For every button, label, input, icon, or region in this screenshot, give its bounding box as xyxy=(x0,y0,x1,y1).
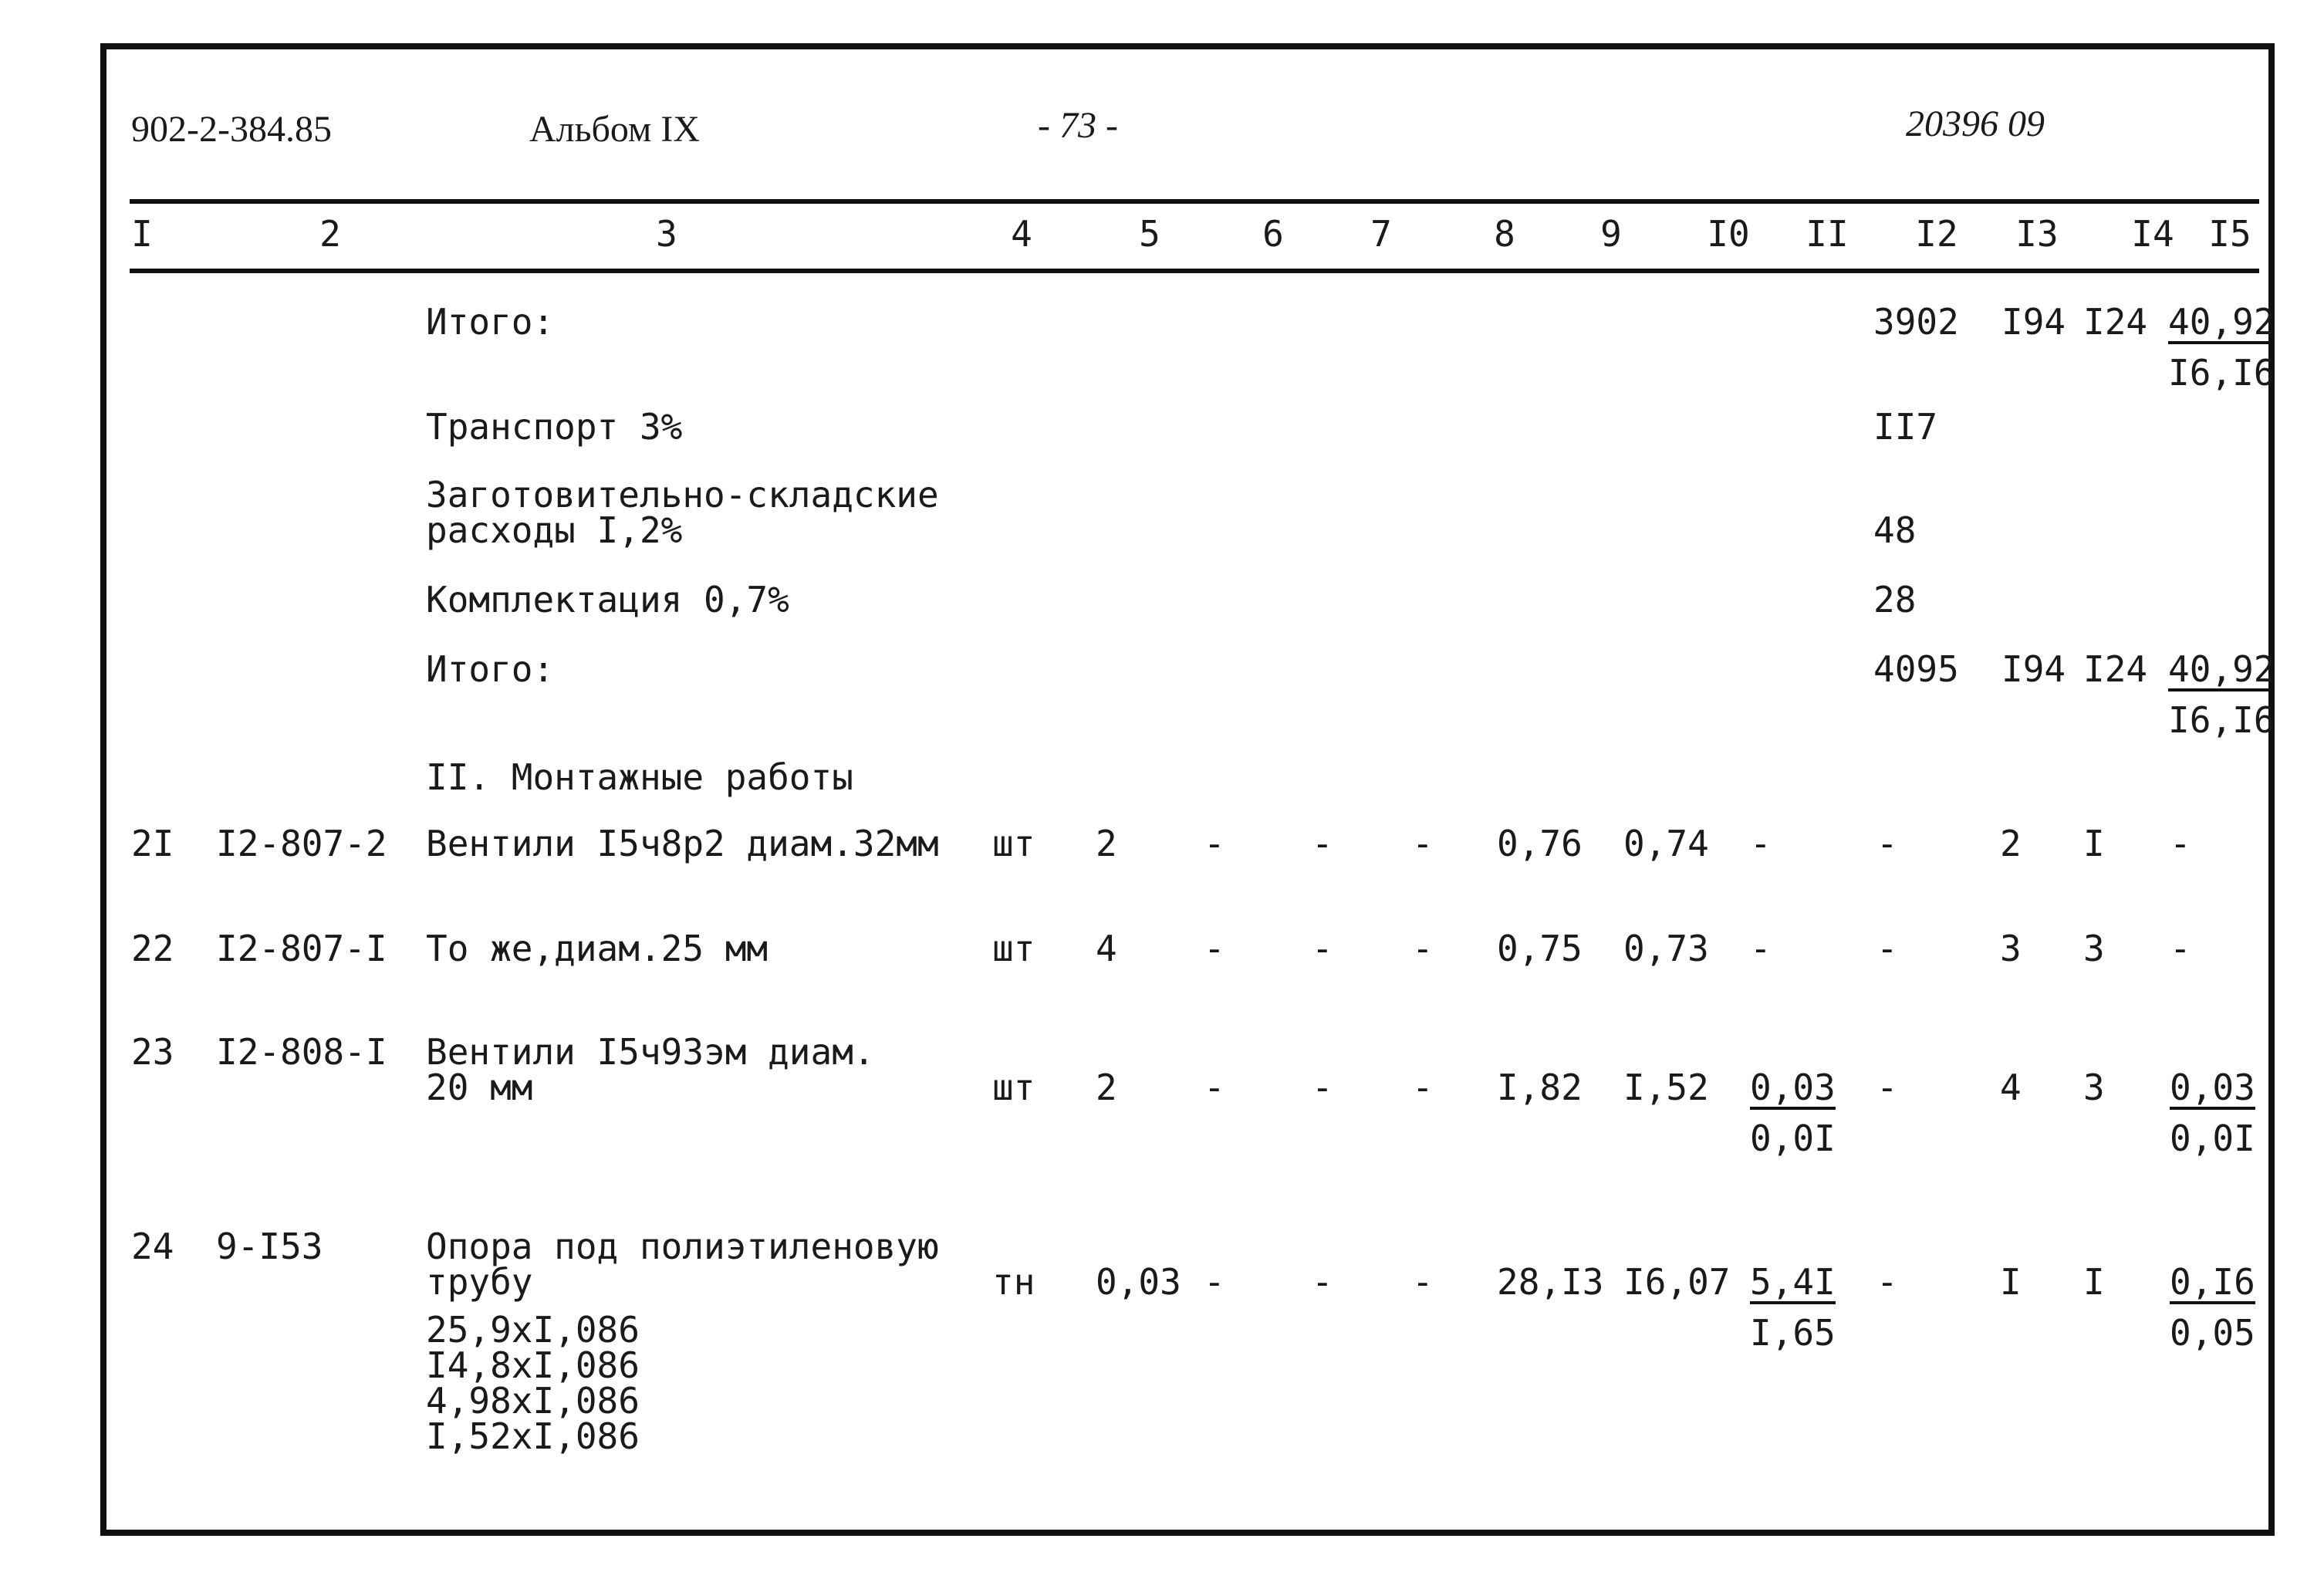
row-c13: 3 xyxy=(2083,928,2105,969)
row-c7b: - xyxy=(1412,1067,1434,1108)
col-num: I0 xyxy=(1707,213,1750,255)
row-number: 23 xyxy=(131,1031,174,1073)
itogo2-c13: I94 xyxy=(2001,648,2066,690)
row-c14-bottom: 0,05 xyxy=(2170,1312,2255,1354)
row-c13: I xyxy=(2083,823,2105,864)
transport-label: Транспорт 3% xyxy=(426,406,683,448)
row-c6: - xyxy=(1204,1261,1225,1303)
row-name-line2: 20 мм xyxy=(426,1067,533,1108)
row-c14-top: 0,I6 xyxy=(2170,1261,2255,1303)
calc-line: 4,98xI,086 xyxy=(426,1380,640,1422)
row-unit: шт xyxy=(992,1067,1035,1108)
row-unit: тн xyxy=(992,1261,1035,1303)
row-c9: 0,74 xyxy=(1623,823,1709,864)
row-c10-bottom: I,65 xyxy=(1750,1312,1836,1354)
row-c6: - xyxy=(1204,1067,1225,1108)
row-c5: 2 xyxy=(1096,1067,1117,1108)
header-rule-bottom xyxy=(130,269,2259,273)
col-num: 6 xyxy=(1262,213,1284,255)
col-num: 7 xyxy=(1370,213,1392,255)
row-c12: 3 xyxy=(2000,928,2022,969)
col-num: 5 xyxy=(1139,213,1160,255)
row-c6: - xyxy=(1204,823,1225,864)
row-calc xyxy=(426,1309,640,1457)
calc-line: 25,9xI,086 xyxy=(426,1309,640,1351)
row-c6: - xyxy=(1204,928,1225,969)
header-rule-top xyxy=(130,199,2259,204)
row-c7: - xyxy=(1312,1261,1333,1303)
itogo-c14: I24 xyxy=(2083,301,2148,343)
col-num: I xyxy=(131,213,153,255)
zagot-label-line2: расходы I,2% xyxy=(426,509,683,551)
row-c10-top: 5,4I xyxy=(1750,1261,1836,1303)
row-c8: 0,75 xyxy=(1497,928,1583,969)
row-c14-bottom: 0,0I xyxy=(2170,1118,2255,1159)
row-c12: 2 xyxy=(2000,823,2022,864)
itogo-label: Итого: xyxy=(426,301,555,343)
row-c8: 0,76 xyxy=(1497,823,1583,864)
row-c9: I6,07 xyxy=(1623,1261,1731,1303)
row-c13: I xyxy=(2083,1261,2105,1303)
row-c7: - xyxy=(1312,823,1333,864)
col-num: 8 xyxy=(1494,213,1515,255)
calc-line: I4,8xI,086 xyxy=(426,1344,640,1386)
itogo2-c12: 4095 xyxy=(1873,648,1959,690)
row-c7b: - xyxy=(1412,823,1434,864)
row-c14-top: 0,03 xyxy=(2170,1067,2255,1108)
row-c12: 4 xyxy=(2000,1067,2022,1108)
row-c12: I xyxy=(2000,1261,2022,1303)
row-c5: 0,03 xyxy=(1096,1261,1181,1303)
col-num: I5 xyxy=(2208,213,2251,255)
section-title: II. Монтажные работы xyxy=(426,756,853,798)
col-num: I2 xyxy=(1915,213,1958,255)
row-c8: I,82 xyxy=(1497,1067,1583,1108)
row-c7b: - xyxy=(1412,928,1434,969)
row-c10: - xyxy=(1750,823,1772,864)
row-c10: - xyxy=(1750,928,1772,969)
row-c7b: - xyxy=(1412,1261,1434,1303)
itogo-c15-bottom: I6,I6 xyxy=(2168,352,2275,394)
komplekt-label: Комплектация 0,7% xyxy=(426,579,789,620)
row-code: I2-807-2 xyxy=(216,823,387,864)
row-name: Вентили I5ч8р2 диам.32мм xyxy=(426,823,939,864)
row-c14: - xyxy=(2170,928,2191,969)
row-c7: - xyxy=(1312,928,1333,969)
doc-code: 902-2-384.85 xyxy=(131,109,332,150)
komplekt-c12: 28 xyxy=(1873,579,1917,620)
col-num: 2 xyxy=(319,213,341,255)
col-num: 4 xyxy=(1011,213,1032,255)
row-number: 22 xyxy=(131,928,174,969)
calc-line: I,52xI,086 xyxy=(426,1415,640,1457)
row-c8: 28,I3 xyxy=(1497,1261,1604,1303)
col-num: II xyxy=(1805,213,1849,255)
row-unit: шт xyxy=(992,928,1035,969)
zagot-label-line1: Заготовительно-складские xyxy=(426,474,939,516)
col-num: I4 xyxy=(2131,213,2174,255)
doc-number: 20396 09 xyxy=(1906,103,2045,144)
row-name-line1: Вентили I5ч93эм диам. xyxy=(426,1031,875,1073)
col-num: 9 xyxy=(1600,213,1622,255)
col-num: 3 xyxy=(656,213,677,255)
row-c11: - xyxy=(1876,928,1898,969)
itogo2-c15-bottom: I6,I6 xyxy=(2168,699,2275,741)
page-number: - 73 - xyxy=(1038,105,1118,146)
itogo2-c14: I24 xyxy=(2083,648,2148,690)
row-code: 9-I53 xyxy=(216,1226,323,1267)
row-c11: - xyxy=(1876,1261,1898,1303)
transport-c12: II7 xyxy=(1873,406,1938,448)
itogo2-label: Итого: xyxy=(426,648,555,690)
row-c14: - xyxy=(2170,823,2191,864)
itogo2-c15-top: 40,92 xyxy=(2168,648,2275,690)
row-c11: - xyxy=(1876,1067,1898,1108)
row-c5: 2 xyxy=(1096,823,1117,864)
row-code: I2-807-I xyxy=(216,928,387,969)
row-name-line1: Опора под полиэтиленовую xyxy=(426,1226,939,1267)
row-c7: - xyxy=(1312,1067,1333,1108)
row-code: I2-808-I xyxy=(216,1031,387,1073)
row-c10-top: 0,03 xyxy=(1750,1067,1836,1108)
row-c13: 3 xyxy=(2083,1067,2105,1108)
row-unit: шт xyxy=(992,823,1035,864)
row-name: То же,диам.25 мм xyxy=(426,928,768,969)
col-num: I3 xyxy=(2015,213,2059,255)
row-c9: I,52 xyxy=(1623,1067,1709,1108)
row-c9: 0,73 xyxy=(1623,928,1709,969)
itogo-c12: 3902 xyxy=(1873,301,1959,343)
itogo-c15-top: 40,92 xyxy=(2168,301,2275,343)
row-number: 2I xyxy=(131,823,174,864)
row-c11: - xyxy=(1876,823,1898,864)
album-title: Альбом IX xyxy=(529,109,701,150)
zagot-c12: 48 xyxy=(1873,509,1917,551)
row-c5: 4 xyxy=(1096,928,1117,969)
row-name-line2: трубу xyxy=(426,1261,533,1303)
itogo-c13: I94 xyxy=(2001,301,2066,343)
row-number: 24 xyxy=(131,1226,174,1267)
row-c10-bottom: 0,0I xyxy=(1750,1118,1836,1159)
